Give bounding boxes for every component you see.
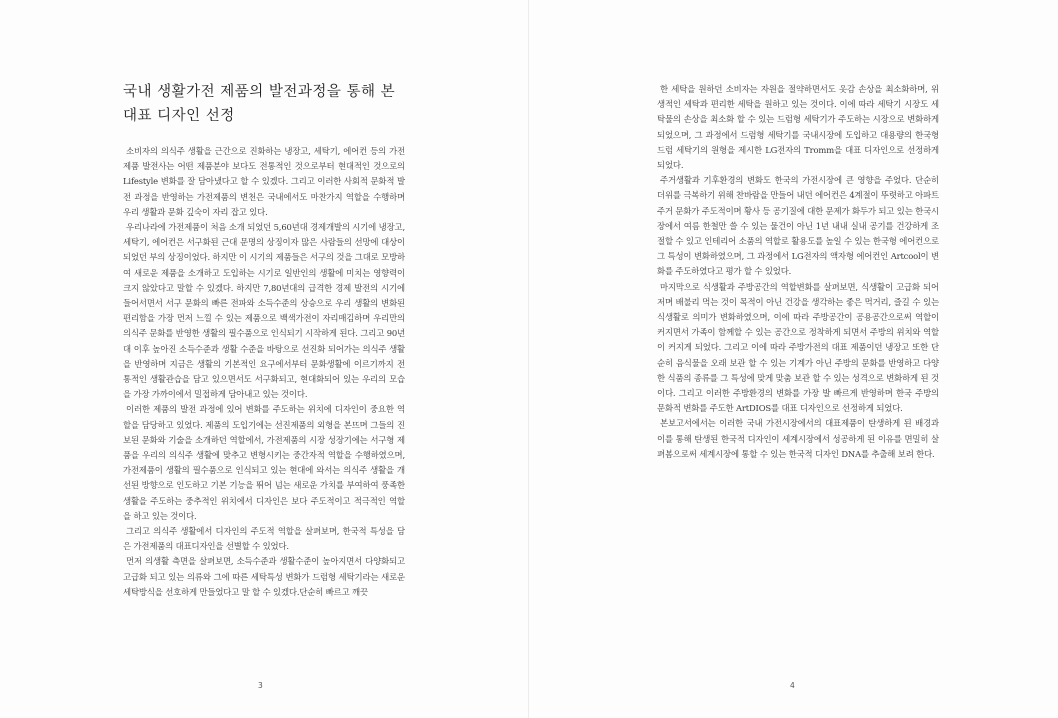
left-page [0,0,528,718]
left-page-body [123,144,405,600]
page-number: 3 [258,681,263,690]
page-number: 4 [790,681,795,690]
paragraph: 소비자의 의식주 생활을 근간으로 진화하는 냉장고, 세탁기, 에어컨 등의 가전제품 발전사는 어떤 제품분야 보다도 전통적인 것으로부터 현대적인 것으로의 Lifestyle 변화를 잘 담아냈다고 할 수 있겠다. 그리고 이러한 사회적 문화적 발전 과정을 반영하는 가전제품의 변천은 국내에서도 마찬가지 역할을 수행하며 우리 생활과 문화 깊숙이 자리 잡고 있다. [123,146,405,217]
paragraph: 우리나라에 가전제품이 처음 소개 되었던 5,60년대 경제개발의 시기에 냉장고, 세탁기, 에어컨은 서구화된 근대 문명의 상징이자 많은 사람들의 선망에 대상이 되었던 부의 상징이었다. 하지만 이 시기의 제품들은 서구의 것을 그대로 모방하여 새로운 제품을 소개하고 도입하는 시기로 일반인의 생활에 미치는 영향력이 크지 않았다고 말할 수 있겠다. 하지만 7,80년대의 급격한 경제 발전의 시기에 들어서면서 서구 문화의 빠른 전파와 소득수준의 상승으로 우리 생활의 변화된 편리함을 가장 먼저 느낄 수 있는 제품으로 백색가전이 자리매김하며 우리만의 의식주 문화를 반영한 생활의 필수품으로 인식되기 시작하게 된다. 그리고 90년대 이후 높아진 소득수준과 생활 수준을 바탕으로 선진화 되어가는 의식주 생활을 반영하며 지금은 생활의 기본적인 요구에서부터 문화생활에 이르기까지 전통적인 생활관습을 담고 있으면서도 서구화되고, 현대화되어 있는 우리의 모습을 가장 가까이에서 밀접하게 담아내고 있는 것이다. [123,222,405,400]
paragraph: 그리고 의식주 생활에서 디자인의 주도적 역할을 살펴보며, 한국적 특성을 담은 가전제품의 대표디자인을 선별할 수 있었다. [123,526,405,552]
paragraph: 주거생활과 기후환경의 변화도 한국의 가전시장에 큰 영향을 주었다. 단순히 더위를 극복하기 위해 찬바람을 만들어 내던 에어컨은 4계절이 뚜렷하고 아파트 주거 문화가 주도적이며 황사 등 공기질에 대한 문제가 화두가 되고 있는 한국시장에서 여름 한철만 쓸 수 있는 물건이 아닌 1년 내내 실내 공기를 건강하게 조절할 수 있고 인테리어 소품의 역할로 활용도를 높일 수 있는 한국형 에어컨으로 그 특성이 변화하였으며, 그 과정에서 LG전자의 액자형 에어컨인 Artcool이 변화를 주도하였다고 평가 할 수 있었다. [657,175,939,277]
paragraph: 한 세탁을 원하던 소비자는 자원을 절약하면서도 옷감 손상을 최소화하며, 위생적인 세탁과 편리한 세탁을 원하고 있는 것이다. 이에 따라 세탁기 시장도 세탁물의 손상을 최소화 할 수 있는 드럼형 세탁기가 주도하는 시장으로 변화하게 되었으며, 그 과정에서 드럼형 세탁기를 국내시장에 도입하고 대용량의 한국형 드럼 세탁기의 원형을 제시한 LG전자의 Tromm을 대표 디자인으로 선정하게 되었다. [657,84,939,171]
paragraph: 먼저 의생활 측면을 살펴보면, 소득수준과 생활수준이 높아지면서 다양화되고 고급화 되고 있는 의류와 그에 따른 세탁특성 변화가 드럼형 세탁기라는 새로운 세탁방식을 선호하게 만들었다고 말 할 수 있겠다.단순히 빠르고 깨끗 [123,556,405,597]
page-title: 국내 생활가전 제품의 발전과정을 통해 본 대표 디자인 선정 [123,84,396,124]
paragraph: 마지막으로 식생활과 주방공간의 역할변화를 살펴보면, 식생활이 고급화 되어 저며 배불리 먹는 것이 목적이 아닌 건강을 생각하는 좋은 먹거리, 즐길 수 있는 식생활로 의미가 변화하였으며, 이에 따라 주방공간이 공용공간으로써 역할이 커지면서 가족이 함께할 수 있는 공간으로 정착하게 되면서 주방의 위치와 역할이 커지게 되었다. 그리고 이에 따라 주방가전의 대표 제품이던 냉장고 또한 단순히 음식물을 오래 보관 할 수 있는 기계가 아닌 주방의 문화를 반영하고 다양한 식품의 종류를 그 특성에 맞게 맞춤 보관 할 수 있는 성격으로 변화하게 된 것이다. 그리고 이러한 주방환경의 변화를 가장 발 빠르게 반영하며 한국 주방의 문화적 변화를 주도한 ArtDIOS를 대표 디자인으로 선정하게 되었다. [657,281,939,414]
right-page-body [657,82,939,462]
paragraph: 이러한 제품의 발전 과정에 있어 변화를 주도하는 위치에 디자인이 중요한 역할을 담당하고 있었다. 제품의 도입기에는 선진제품의 외형을 본뜨며 그들의 진보된 문화와 기술을 소개하던 역할에서, 가전제품의 시장 성장기에는 서구형 제품을 우리의 의식주 생활에 맞추고 변형시키는 중간자적 역할을 수행하였으며, 가전제품이 생활의 필수품으로 인식되고 있는 현대에 와서는 의식주 생활을 개선된 방향으로 인도하고 기본 기능을 뛰어 넘는 새로운 가치를 부여하여 풍족한 생활을 주도하는 중추적인 위치에서 디자인은 보다 주도적이고 적극적인 역할을 하고 있는 것이다. [123,404,405,521]
paragraph: 본보고서에서는 이러한 국내 가전시장에서의 대표제품이 탄생하게 된 배경과 이를 통해 탄생된 한국적 디자인이 세계시장에서 성공하게 된 이유를 면밀히 살펴봄으로써 세계시장에 통할 수 있는 한국적 디자인 DNA를 추출해 보려 한다. [657,418,939,459]
